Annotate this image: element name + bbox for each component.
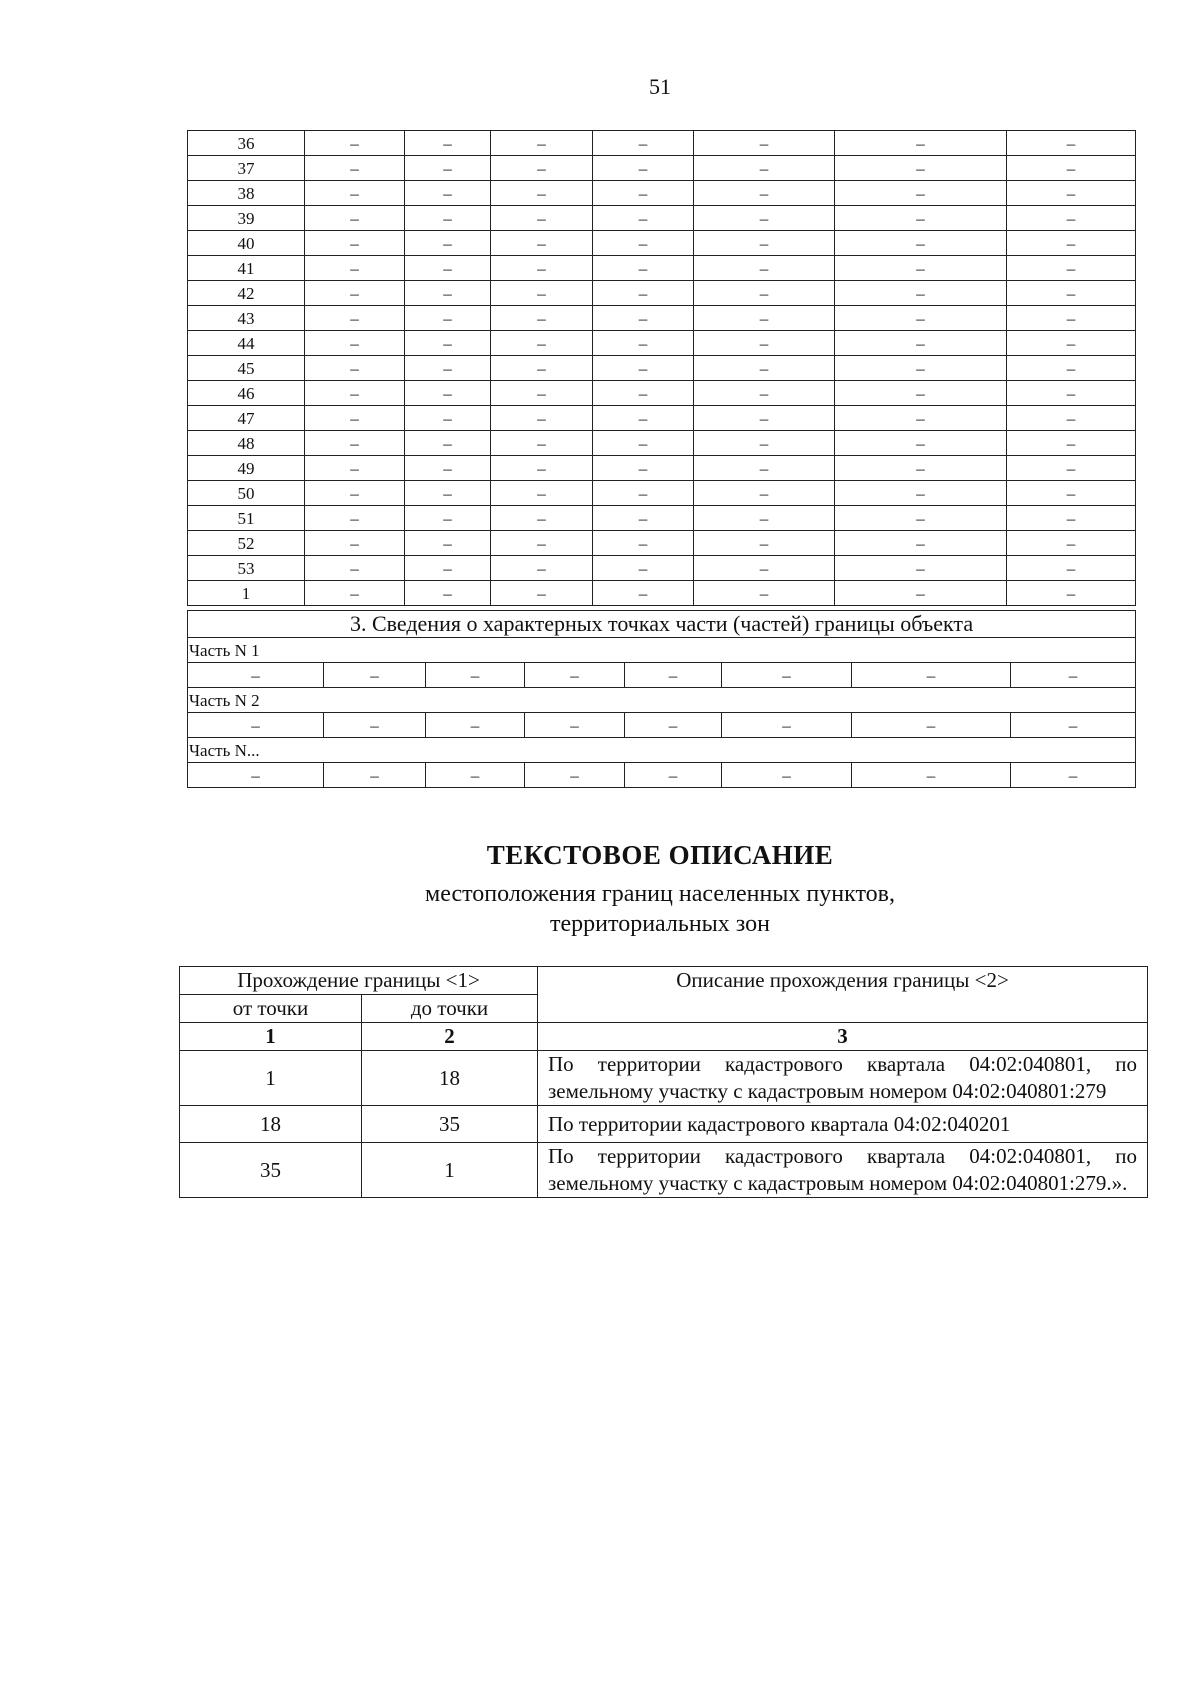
empty-cell: – (835, 481, 1007, 506)
empty-cell: – (305, 406, 405, 431)
part-label: Часть N 2 (188, 688, 1136, 713)
empty-cell: – (305, 556, 405, 581)
empty-cell: – (491, 131, 593, 156)
table-row (188, 231, 1136, 256)
empty-cell: – (835, 356, 1007, 381)
empty-cell: – (1007, 556, 1136, 581)
coordinates-table (187, 130, 1136, 606)
empty-cell: – (593, 456, 694, 481)
empty-cell: – (593, 531, 694, 556)
point-number: 52 (188, 531, 305, 556)
point-number: 41 (188, 256, 305, 281)
table-row (188, 356, 1136, 381)
empty-cell: – (305, 181, 405, 206)
table-row (188, 306, 1136, 331)
empty-cell: – (305, 131, 405, 156)
empty-cell: – (694, 456, 835, 481)
empty-cell: – (694, 181, 835, 206)
point-number: 45 (188, 356, 305, 381)
empty-cell: – (405, 256, 491, 281)
empty-cell: – (305, 331, 405, 356)
empty-cell: – (694, 581, 835, 606)
empty-cell: – (491, 231, 593, 256)
empty-cell: – (593, 356, 694, 381)
empty-cell: – (405, 431, 491, 456)
empty-cell: – (593, 281, 694, 306)
empty-cell: – (305, 206, 405, 231)
empty-cell (852, 713, 1011, 738)
empty-cell: – (405, 531, 491, 556)
empty-cell (1011, 713, 1136, 738)
empty-cell: – (405, 131, 491, 156)
empty-cell (525, 713, 625, 738)
empty-cell: – (491, 206, 593, 231)
empty-cell: – (694, 231, 835, 256)
part-row (188, 763, 1136, 788)
empty-cell (722, 763, 852, 788)
empty-cell: – (1007, 456, 1136, 481)
table-row (188, 481, 1136, 506)
empty-cell (625, 763, 722, 788)
point-number: 50 (188, 481, 305, 506)
part-row (188, 663, 1136, 688)
empty-cell: – (694, 556, 835, 581)
table-row (188, 181, 1136, 206)
empty-cell: – (694, 306, 835, 331)
heading-subtitle-line2: территориальных зон (550, 911, 770, 937)
empty-cell: – (405, 381, 491, 406)
empty-cell: – (1007, 256, 1136, 281)
empty-cell (1011, 763, 1136, 788)
empty-cell: – (405, 406, 491, 431)
empty-cell: – (405, 456, 491, 481)
empty-cell: – (1007, 356, 1136, 381)
point-number: 42 (188, 281, 305, 306)
table-row (188, 506, 1136, 531)
empty-cell: – (694, 156, 835, 181)
empty-cell: – (491, 331, 593, 356)
empty-cell: – (405, 556, 491, 581)
empty-cell: – (491, 581, 593, 606)
empty-cell: – (1007, 331, 1136, 356)
empty-cell: – (835, 531, 1007, 556)
table-row (188, 456, 1136, 481)
empty-cell: – (491, 306, 593, 331)
table-row (188, 531, 1136, 556)
empty-cell: – (593, 206, 694, 231)
empty-cell (188, 663, 324, 688)
point-number: 51 (188, 506, 305, 531)
empty-cell: – (305, 231, 405, 256)
empty-cell (324, 663, 426, 688)
header-to: до точки (362, 995, 538, 1023)
empty-cell: – (593, 156, 694, 181)
empty-cell: – (694, 431, 835, 456)
parts-table (187, 610, 1136, 788)
point-number: 47 (188, 406, 305, 431)
to-point: 18 (362, 1051, 538, 1106)
table-row (180, 1051, 1148, 1106)
empty-cell (525, 763, 625, 788)
empty-cell: – (491, 181, 593, 206)
empty-cell: – (593, 406, 694, 431)
table-row (188, 281, 1136, 306)
empty-cell: – (491, 156, 593, 181)
empty-cell: – (835, 231, 1007, 256)
empty-cell: – (405, 156, 491, 181)
empty-cell: – (1007, 481, 1136, 506)
table-row (180, 1143, 1148, 1198)
empty-cell: – (305, 456, 405, 481)
page-number: 51 (649, 74, 671, 99)
empty-cell: – (405, 481, 491, 506)
passage-description: По территории кадастрового квартала 04:02:040801, по земельному участку с кадастровым номером 04:02:040801:279 (538, 1051, 1148, 1106)
empty-cell: – (1007, 581, 1136, 606)
empty-cell: – (694, 131, 835, 156)
empty-cell: – (1007, 181, 1136, 206)
empty-cell: – (305, 506, 405, 531)
column-number-1: 1 (180, 1023, 362, 1051)
table-row (180, 1106, 1148, 1143)
table-row (188, 406, 1136, 431)
empty-cell: – (305, 156, 405, 181)
empty-cell: – (835, 556, 1007, 581)
part-row (188, 713, 1136, 738)
empty-cell: – (1007, 156, 1136, 181)
point-number: 37 (188, 156, 305, 181)
from-point: 35 (180, 1143, 362, 1198)
boundary-description-table (179, 966, 1148, 1198)
passage-description: По территории кадастрового квартала 04:02:040801, по земельному участку с кадастровым номером 04:02:040801:279.». (538, 1143, 1148, 1198)
empty-cell (324, 713, 426, 738)
empty-cell: – (305, 431, 405, 456)
empty-cell: – (1007, 381, 1136, 406)
point-number: 48 (188, 431, 305, 456)
empty-cell: – (835, 431, 1007, 456)
empty-cell: – (1007, 131, 1136, 156)
point-number: 53 (188, 556, 305, 581)
empty-cell: – (694, 331, 835, 356)
empty-cell: – (593, 181, 694, 206)
empty-cell: – (593, 256, 694, 281)
heading-subtitle-line1: местоположения границ населенных пунктов, (425, 881, 895, 907)
empty-cell: – (1007, 206, 1136, 231)
empty-cell: – (694, 206, 835, 231)
empty-cell (722, 713, 852, 738)
empty-cell: – (835, 406, 1007, 431)
empty-cell: – (405, 206, 491, 231)
empty-cell: – (405, 231, 491, 256)
table-row (188, 156, 1136, 181)
empty-cell: – (491, 381, 593, 406)
empty-cell: – (835, 281, 1007, 306)
empty-cell: – (491, 531, 593, 556)
point-number: 46 (188, 381, 305, 406)
to-point: 35 (362, 1106, 538, 1143)
empty-cell (426, 663, 525, 688)
empty-cell: – (491, 406, 593, 431)
point-number: 40 (188, 231, 305, 256)
empty-cell (426, 763, 525, 788)
point-number: 44 (188, 331, 305, 356)
empty-cell: – (491, 481, 593, 506)
column-number-3: 3 (538, 1023, 1148, 1051)
empty-cell: – (491, 431, 593, 456)
empty-cell: – (835, 456, 1007, 481)
empty-cell: – (1007, 231, 1136, 256)
empty-cell: – (593, 381, 694, 406)
empty-cell: – (694, 381, 835, 406)
empty-cell (188, 763, 324, 788)
empty-cell: – (305, 481, 405, 506)
part-label: Часть N 1 (188, 638, 1136, 663)
point-number: 39 (188, 206, 305, 231)
empty-cell: – (694, 256, 835, 281)
empty-cell (625, 713, 722, 738)
empty-cell: – (405, 281, 491, 306)
empty-cell (625, 663, 722, 688)
table-row (188, 131, 1136, 156)
empty-cell: – (593, 556, 694, 581)
empty-cell (722, 663, 852, 688)
empty-cell (324, 763, 426, 788)
empty-cell: – (491, 256, 593, 281)
empty-cell: – (694, 481, 835, 506)
document-heading (0, 840, 1200, 939)
table-row (188, 381, 1136, 406)
empty-cell: – (1007, 281, 1136, 306)
empty-cell (188, 713, 324, 738)
empty-cell: – (1007, 506, 1136, 531)
table-row (188, 431, 1136, 456)
empty-cell: – (694, 406, 835, 431)
header-passage: Прохождение границы <1> (180, 967, 538, 995)
empty-cell: – (305, 581, 405, 606)
empty-cell: – (405, 331, 491, 356)
empty-cell: – (835, 156, 1007, 181)
point-number: 43 (188, 306, 305, 331)
empty-cell: – (835, 256, 1007, 281)
empty-cell (1011, 663, 1136, 688)
empty-cell: – (1007, 306, 1136, 331)
empty-cell: – (305, 256, 405, 281)
empty-cell: – (491, 506, 593, 531)
empty-cell (426, 713, 525, 738)
header-description: Описание прохождения границы <2> (538, 967, 1148, 1023)
empty-cell: – (593, 331, 694, 356)
empty-cell: – (593, 431, 694, 456)
empty-cell: – (305, 306, 405, 331)
empty-cell: – (694, 531, 835, 556)
empty-cell: – (491, 356, 593, 381)
empty-cell: – (694, 506, 835, 531)
empty-cell: – (835, 131, 1007, 156)
empty-cell: – (593, 581, 694, 606)
point-number: 36 (188, 131, 305, 156)
empty-cell: – (305, 281, 405, 306)
empty-cell: – (305, 356, 405, 381)
table-row (188, 581, 1136, 606)
to-point: 1 (362, 1143, 538, 1198)
empty-cell: – (694, 356, 835, 381)
table-row (188, 206, 1136, 231)
empty-cell: – (405, 356, 491, 381)
empty-cell (852, 663, 1011, 688)
empty-cell: – (1007, 531, 1136, 556)
empty-cell: – (835, 306, 1007, 331)
point-number: 1 (188, 581, 305, 606)
empty-cell: – (593, 481, 694, 506)
header-from: от точки (180, 995, 362, 1023)
empty-cell: – (593, 306, 694, 331)
empty-cell: – (1007, 406, 1136, 431)
empty-cell: – (835, 381, 1007, 406)
empty-cell: – (405, 306, 491, 331)
section-3-title: 3. Сведения о характерных точках части (частей) границы объекта (188, 611, 1136, 638)
empty-cell: – (405, 181, 491, 206)
empty-cell: – (694, 281, 835, 306)
empty-cell: – (835, 181, 1007, 206)
empty-cell (852, 763, 1011, 788)
table-row (188, 556, 1136, 581)
point-number: 49 (188, 456, 305, 481)
empty-cell (525, 663, 625, 688)
part-label: Часть N... (188, 738, 1136, 763)
column-number-2: 2 (362, 1023, 538, 1051)
empty-cell: – (405, 581, 491, 606)
empty-cell: – (491, 456, 593, 481)
empty-cell: – (835, 581, 1007, 606)
empty-cell: – (405, 506, 491, 531)
point-number: 38 (188, 181, 305, 206)
empty-cell: – (835, 206, 1007, 231)
empty-cell: – (491, 281, 593, 306)
from-point: 1 (180, 1051, 362, 1106)
empty-cell: – (593, 231, 694, 256)
empty-cell: – (305, 531, 405, 556)
heading-title: ТЕКСТОВОЕ ОПИСАНИЕ (486, 840, 834, 870)
empty-cell: – (835, 506, 1007, 531)
empty-cell: – (593, 131, 694, 156)
passage-description: По территории кадастрового квартала 04:02:040201 (538, 1106, 1148, 1143)
empty-cell: – (593, 506, 694, 531)
empty-cell: – (491, 556, 593, 581)
empty-cell: – (305, 381, 405, 406)
table-row (188, 331, 1136, 356)
empty-cell: – (1007, 431, 1136, 456)
table-row (188, 256, 1136, 281)
empty-cell: – (835, 331, 1007, 356)
from-point: 18 (180, 1106, 362, 1143)
